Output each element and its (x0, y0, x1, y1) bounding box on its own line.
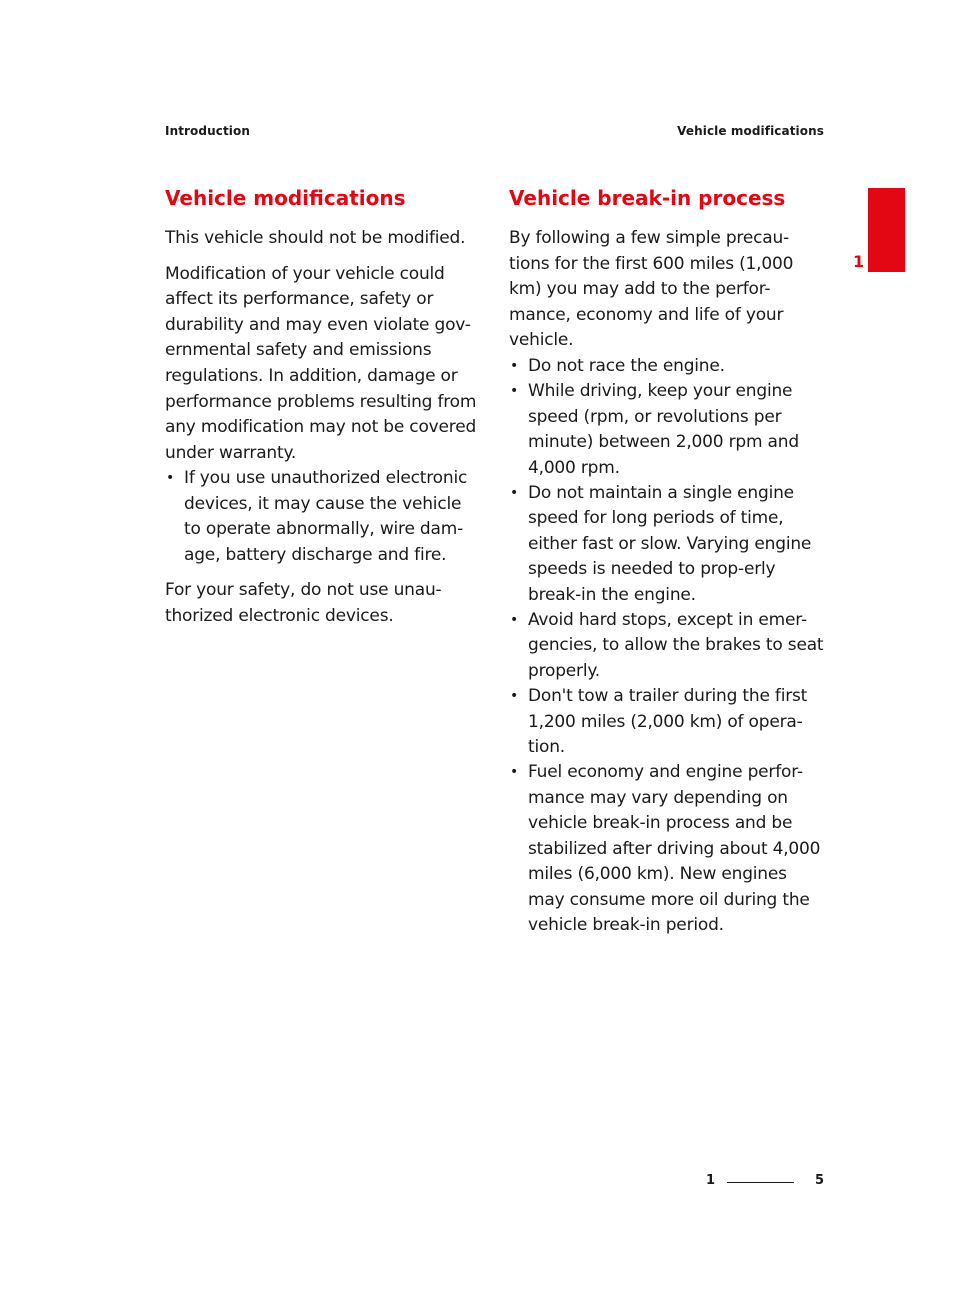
footer-divider (727, 1182, 794, 1183)
bullet-icon: • (510, 357, 519, 374)
bullet-list (509, 354, 824, 938)
list-item-text: Avoid hard stops, except in emer-gencies, to allow the brakes to seat properly. (528, 610, 824, 681)
bullet-icon: • (166, 470, 175, 487)
list-item-text: Fuel economy and engine perfor-mance may vary depending on vehicle break-in process and be stabilized after driving about 4,000 miles (6,000 km). New engines may consume more oil during the vehicle break-in period. (528, 762, 821, 935)
section-heading-break-in-process: Vehicle break-in process (509, 186, 786, 210)
list-item (165, 466, 480, 568)
list-item-text: Do not maintain a single engine speed for long periods of time, either fast or slow. Varying engine speeds is needed to prop-erly break-in the engine. (528, 483, 812, 605)
list-item (509, 379, 824, 481)
bullet-icon: • (510, 612, 519, 629)
chapter-tab-number: 1 (853, 252, 865, 271)
list-item (509, 760, 824, 938)
list-item-text: Don't tow a trailer during the first 1,200 miles (2,000 km) of opera-tion. (528, 686, 808, 758)
section-heading-vehicle-modifications: Vehicle modifications (165, 186, 406, 210)
bullet-icon: • (510, 764, 519, 781)
footer-page-number: 5 (815, 1173, 825, 1188)
bullet-icon: • (510, 485, 519, 501)
paragraph: For your safety, do not use unau-thorized electronic devices. (165, 579, 442, 626)
left-column (165, 184, 480, 639)
list-item (509, 354, 824, 379)
right-column (509, 184, 824, 948)
chapter-tab (868, 188, 905, 272)
list-item (509, 481, 824, 608)
bullet-list (165, 466, 480, 568)
bullet-icon: • (510, 688, 519, 705)
running-head-section: Introduction (165, 124, 250, 138)
list-item (509, 684, 824, 760)
running-head-topic: Vehicle modifications (677, 124, 824, 138)
list-item-text: If you use unauthorized electronic devices, it may cause the vehicle to operate abnormally, wire dam-age, battery discharge and fire. (184, 468, 468, 565)
list-item-text: While driving, keep your engine speed (rpm, or revolutions per minute) between 2,000 rpm and 4,000 rpm. (528, 381, 799, 478)
bullet-icon: • (510, 383, 519, 400)
paragraph: By following a few simple precau-tions for the first 600 miles (1,000 km) you may add to the perfor-mance, economy and life of your vehicle. (509, 228, 794, 351)
footer-chapter-number: 1 (706, 1173, 716, 1188)
list-item-text: Do not race the engine. (528, 355, 725, 376)
list-item (509, 608, 824, 684)
paragraph: Modification of your vehicle could affect its performance, safety or durability and may even violate gov-ernmental safety and emissions regulations. In addition, damage or performance problems resulting from any modification may not be covered under warranty. (165, 263, 477, 463)
paragraph: This vehicle should not be modified. (165, 228, 466, 248)
